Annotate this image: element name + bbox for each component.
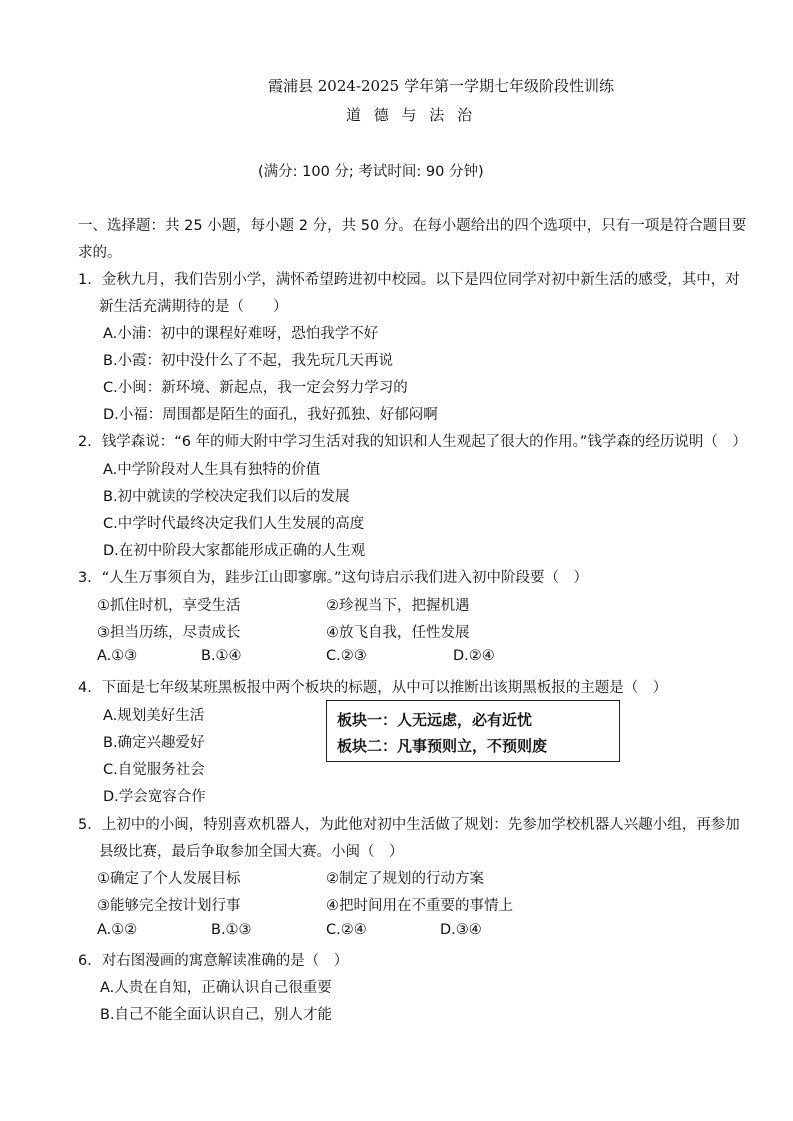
- q4-option-d: D.学会宽容合作: [103, 789, 206, 805]
- q1-option-d: D.小福：周围都是陌生的面孔，我好孤独、好郁闷啊: [103, 407, 438, 423]
- q6-option-a: A.人贵在自知，正确认识自己很重要: [100, 980, 332, 996]
- q2-option-d: D.在初中阶段大家都能形成正确的人生观: [103, 543, 366, 559]
- exam-info: (满分: 100 分; 考试时间: 90 分钟): [258, 164, 484, 180]
- q5-stem-line2: 县级比赛，最后争取参加全国大赛。小闽（ ）: [99, 844, 404, 860]
- q4-option-a: A.规划美好生活: [103, 708, 205, 724]
- q5-option-c: C.②④: [326, 922, 367, 938]
- q5-statement-4: ④把时间用在不重要的事情上: [326, 898, 513, 914]
- q2-option-c: C.中学时代最终决定我们人生发展的高度: [103, 516, 365, 532]
- q2-stem-line1: 2．钱学森说：“6 年的师大附中学习生活对我的知识和人生观起了很大的作用。”钱学森的经历说明（ ）: [78, 434, 747, 450]
- q3-statement-3: ③担当历练，尽责成长: [97, 625, 241, 641]
- q1-option-b: B.小霞：初中没什么了不起，我先玩几天再说: [103, 353, 394, 369]
- q5-stem-line1: 5．上初中的小闽，特别喜欢机器人，为此他对初中生活做了规划：先参加学校机器人兴趣小组，再参加: [78, 817, 740, 833]
- q3-statement-4: ④放飞自我，任性发展: [326, 625, 470, 641]
- blackboard-titles-box: [326, 700, 620, 762]
- blackboard-title-2: 板块二：凡事预则立，不预则废: [337, 737, 548, 755]
- q3-stem-line1: 3．“人生万事须自为，跬步江山即寥廓。”这句诗启示我们进入初中阶段要（ ）: [78, 570, 588, 586]
- q1-stem-line1: 1．金秋九月，我们告别小学，满怀希望跨进初中校园。以下是四位同学对初中新生活的感受，其中，对: [78, 272, 740, 288]
- q3-option-c: C.②③: [326, 648, 367, 664]
- q1-option-c: C.小闽：新环境、新起点，我一定会努力学习的: [103, 380, 408, 396]
- exam-title: 霞浦县 2024-2025 学年第一学期七年级阶段性训练: [268, 77, 614, 95]
- q3-option-d: D.②④: [453, 648, 495, 664]
- q5-statement-1: ①确定了个人发展目标: [97, 871, 241, 887]
- q6-option-b: B.自己不能全面认识自己，别人才能: [100, 1007, 333, 1023]
- q2-option-a: A.中学阶段对人生具有独特的价值: [103, 462, 321, 478]
- q5-option-d: D.③④: [440, 922, 482, 938]
- q5-option-b: B.①③: [211, 922, 252, 938]
- q1-stem-line2: 新生活充满期待的是（ ）: [99, 299, 288, 315]
- section-heading-line1: 一、选择题：共 25 小题，每小题 2 分，共 50 分。在每小题给出的四个选项中，只有一项是符合题目要: [78, 218, 747, 234]
- q3-option-b: B.①④: [201, 648, 242, 664]
- q2-option-b: B.初中就读的学校决定我们以后的发展: [103, 489, 350, 505]
- q3-statement-1: ①抓住时机，享受生活: [97, 598, 241, 614]
- section-heading-line2: 求的。: [78, 245, 122, 261]
- q6-stem-line1: 6．对右图漫画的寓意解读准确的是（ ）: [78, 953, 349, 969]
- q5-statement-2: ②制定了规划的行动方案: [326, 871, 484, 887]
- q4-option-b: B.确定兴趣爱好: [103, 735, 205, 751]
- q3-statement-2: ②珍视当下，把握机遇: [326, 598, 470, 614]
- q4-stem-line1: 4．下面是七年级某班黑板报中两个板块的标题，从中可以推断出该期黑板报的主题是（ ）: [78, 680, 668, 696]
- q5-option-a: A.①②: [97, 922, 138, 938]
- blackboard-title-1: 板块一：人无远虑，必有近忧: [337, 711, 533, 729]
- q5-statement-3: ③能够完全按计划行事: [97, 898, 241, 914]
- q4-option-c: C.自觉服务社会: [103, 762, 205, 778]
- q3-option-a: A.①③: [97, 648, 138, 664]
- q1-option-a: A.小浦：初中的课程好难呀，恐怕我学不好: [103, 326, 379, 342]
- subject-title: 道 德 与 法 治: [346, 106, 477, 124]
